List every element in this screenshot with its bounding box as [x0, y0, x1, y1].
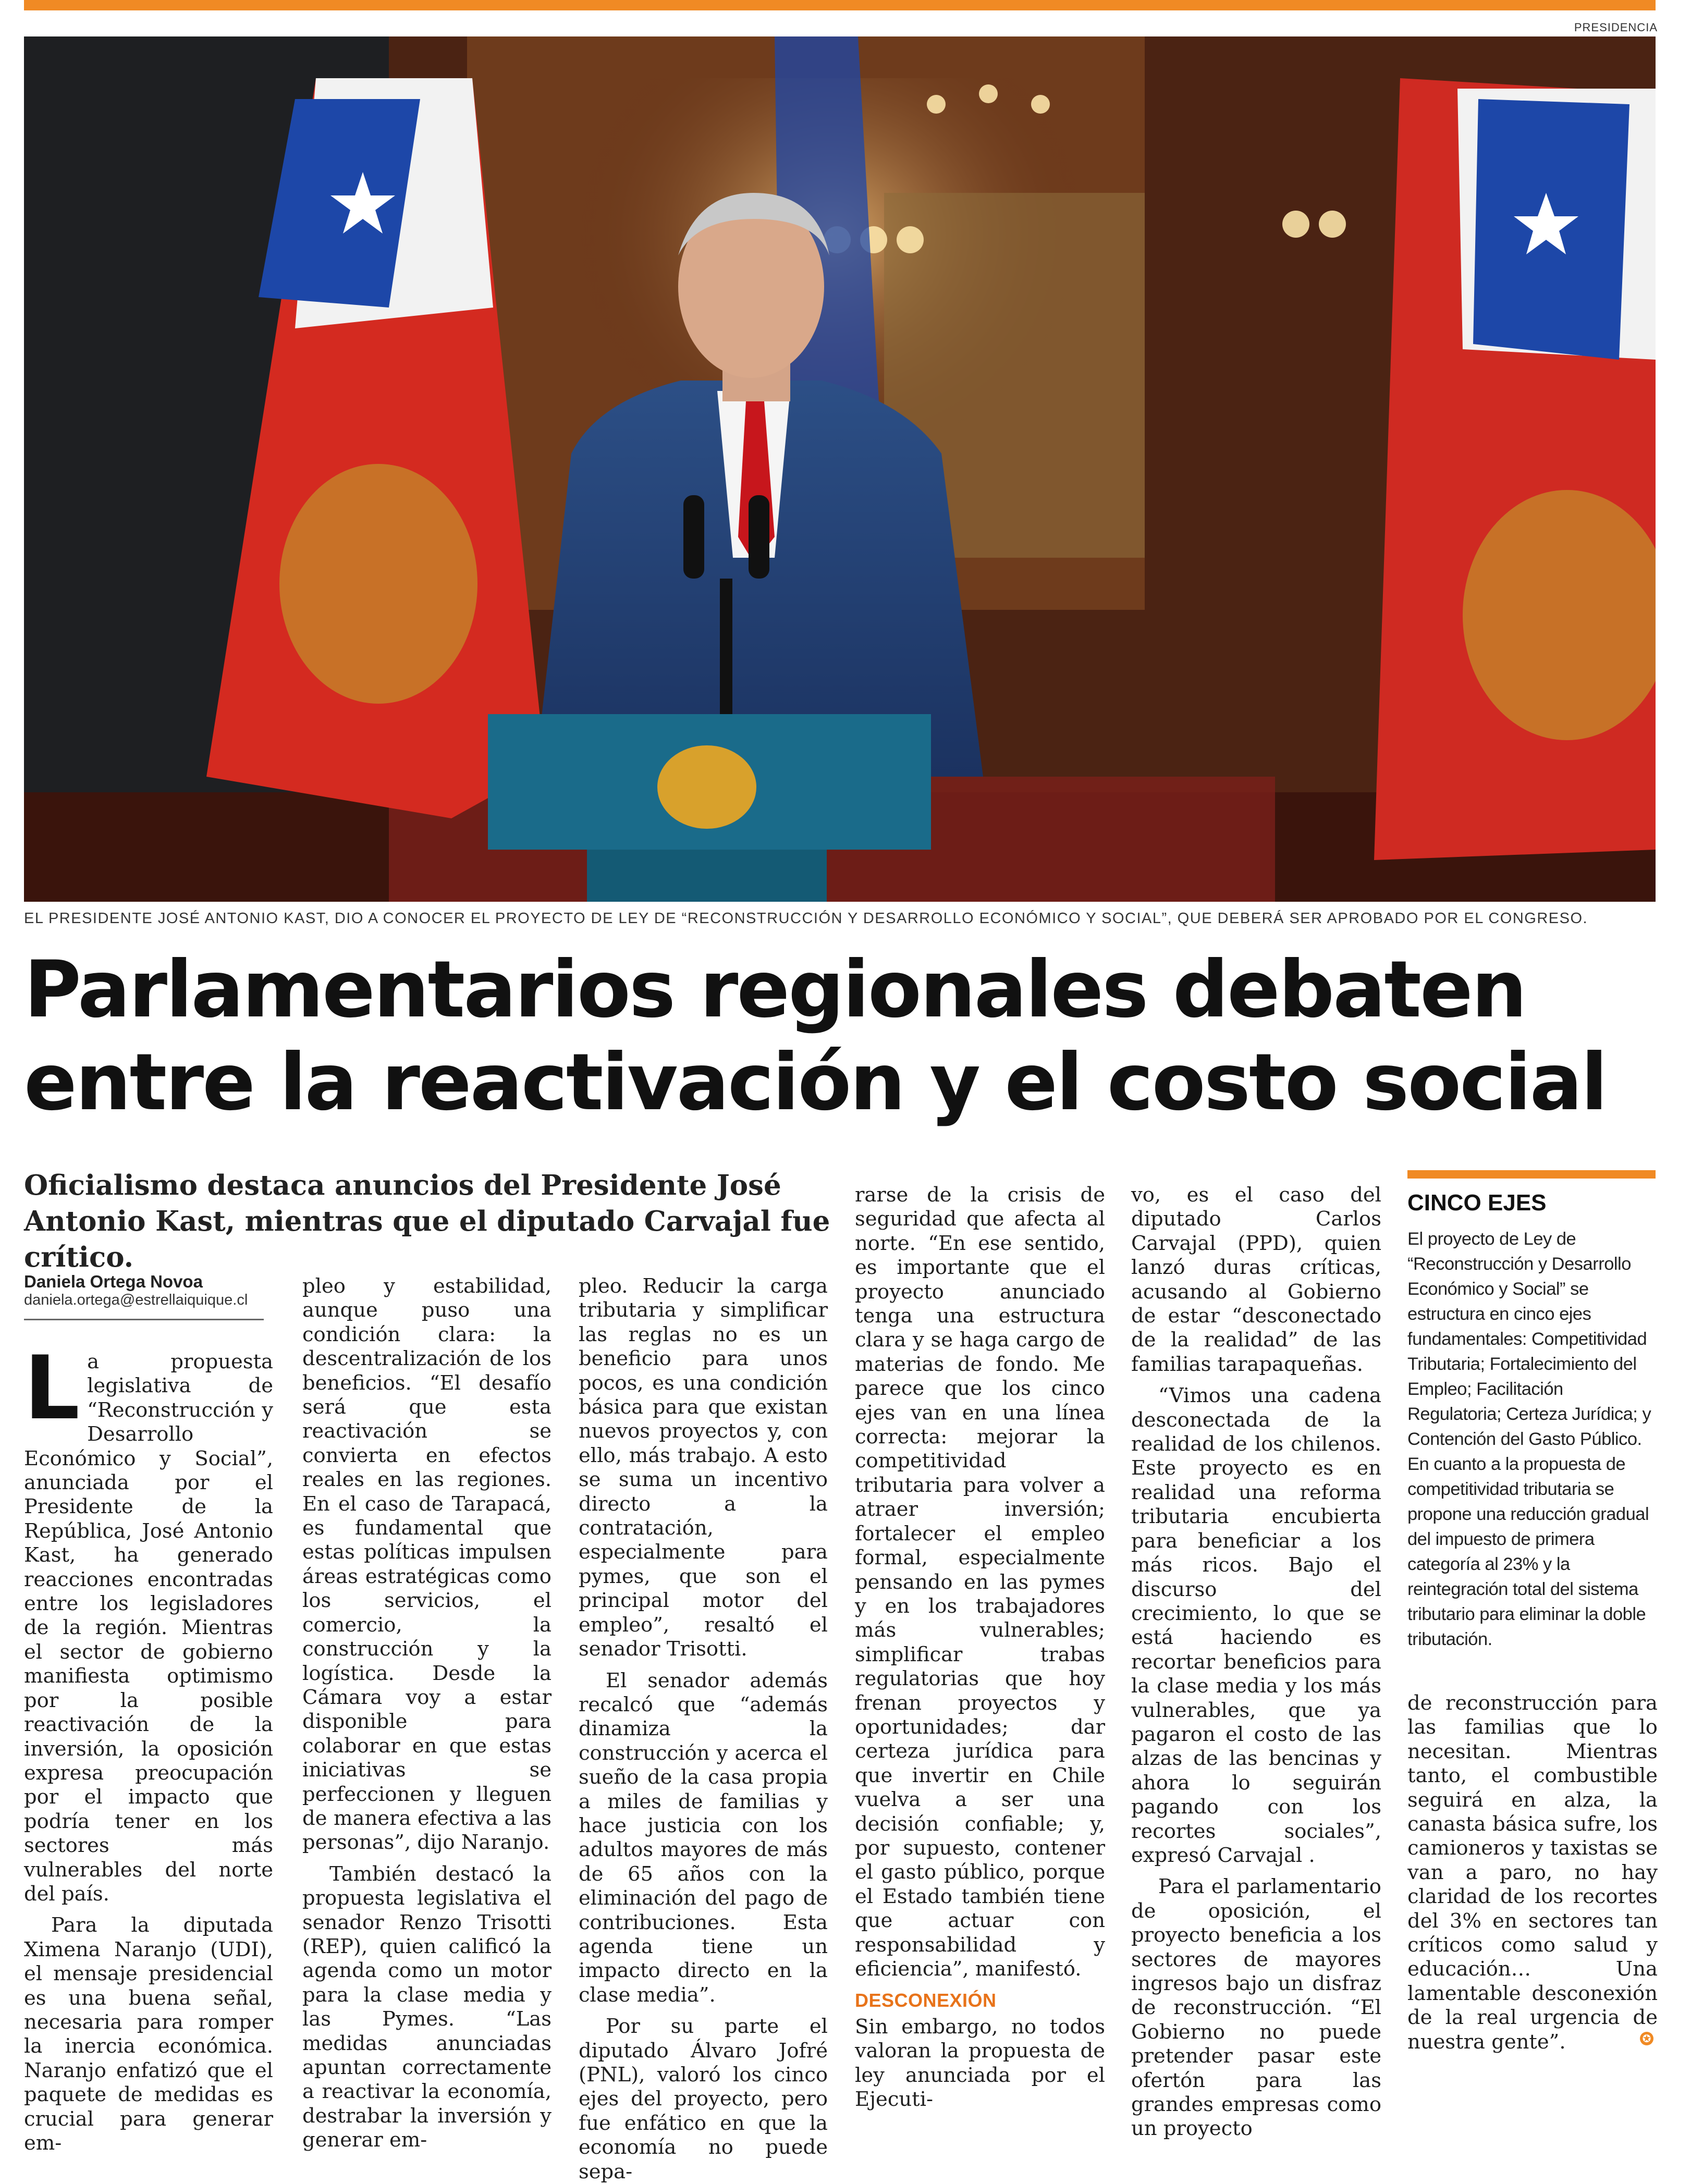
article-paragraph: pleo y estabilidad, aunque puso una condición clara: la descentralización de los beneficios. “El desafío será que esta reactivación se convierta en efectos reales en las regiones. En el caso de Tarapacá, es fundamental que estas políticas impulsen áreas estratégicas como los servicios, el comercio, la construcción y la logística. Desde la Cámara voy a estar disponible para colaborar en que estas iniciativas se perfeccionen y lleguen de manera efectiva a las personas”, dijo Naranjo. — [302, 1274, 552, 1855]
article-column-3 — [579, 1274, 828, 2183]
section-subheading: DESCONEXIÓN — [855, 1990, 997, 2011]
headline — [24, 943, 1666, 1129]
article-column-2 — [302, 1274, 552, 2152]
headline-line-1: Parlamentarios regionales debaten — [24, 944, 1526, 1035]
sidebar-accent-bar — [1407, 1170, 1656, 1179]
sidebar-title: CINCO EJES — [1407, 1190, 1547, 1216]
article-paragraph: pleo. Reducir la carga tributaria y simplificar las reglas no es un beneficio para unos pocos, es una condición básica para que existan nuevos proyectos y, con ello, más trabajo. A esto se suma un incentivo directo a la contratación, especialmente para pymes, que son el principal motor del empleo”, resaltó el senador Trisotti. — [579, 1274, 828, 1661]
drop-cap: L — [24, 1337, 80, 1439]
article-column-5 — [1131, 1183, 1381, 2141]
paragraph-text: a propuesta legislativa de “Reconstrucción y Desarrollo Económico y Social”, anunciada por el Presidente de la República, José Antonio Kast, ha generado reacciones encontradas entre los legisladores de la región. Mientras el sector de gobierno manifiesta optimismo por la posible reactivación de la inversión, la oposición expresa preocupación por el impacto que podría tener en los sectores más vulnerables del norte del país. — [24, 1350, 273, 1906]
article-paragraph: vo, es el caso del diputado Carlos Carvajal (PPD), quien lanzó duras críticas, acusando al Gobierno de estar “desconectado de la realidad” de las familias tarapaqueñas. — [1131, 1183, 1381, 1376]
article-paragraph: Sin embargo, no todos valoran la propuesta de ley anunciada por el Ejecuti- — [855, 2015, 1105, 2112]
author-email: daniela.ortega@estrellaiquique.cl — [24, 1292, 248, 1308]
photo-illustration — [24, 36, 1656, 902]
byline — [24, 1272, 248, 1309]
article-column-4 — [855, 1183, 1105, 2112]
headline-line-2: entre la reactivación y el costo social — [24, 1037, 1607, 1128]
article-paragraph: Por su parte el diputado Álvaro Jofré (PNL), valoró los cinco ejes del proyecto, pero fue enfático en que la economía no puede sepa- — [579, 2015, 828, 2183]
article-column-6 — [1407, 1691, 1658, 2054]
top-accent-bar — [24, 0, 1656, 10]
star-icon: ✪ — [1640, 2032, 1653, 2045]
article-paragraph: Para la diputada Ximena Naranjo (UDI), el mensaje presidencial es una buena señal, necesaria para romper la inercia económica. Naranjo enfatizó que el paquete de medidas es crucial para generar em- — [24, 1913, 273, 2155]
sidebar-text: El proyecto de Ley de “Reconstrucción y Desarrollo Económico y Social” se estructura en cinco ejes fundamentales: Competitividad Tributaria; Fortalecimiento del Empleo; Facilitación Regulatoria; Certeza Jurídica; y Contención del Gasto Público. En cuanto a la propuesta de competitividad tributaria se propone una reducción gradual del impuesto de primera categoría al 23% y la reintegración total del sistema tributario para eliminar la doble tributación. — [1407, 1229, 1651, 1649]
byline-divider — [24, 1319, 264, 1320]
article-paragraph: “Vimos una cadena desconectada de la realidad de los chilenos. Este proyecto es en realidad una reforma tributaria encubierta para beneficiar a los más ricos. Bajo el discurso del crecimiento, lo que se está haciendo es recortar beneficios para la clase media y los más vulnerables, que ya pagaron el costo de las alzas de las bencinas y ahora lo seguirán pagando con los recortes sociales”, expresó Carvajal . — [1131, 1384, 1381, 1867]
photo-caption: EL PRESIDENTE JOSÉ ANTONIO KAST, DIO A CONOCER EL PROYECTO DE LEY DE “RECONSTRUCCIÓN Y DESARROLLO ECONÓMICO Y SOCIAL”, QUE DEBERÁ SER APROBADO POR EL CONGRESO. — [24, 910, 1588, 927]
photo-credit: PRESIDENCIA — [1574, 21, 1658, 34]
article-column-1 — [24, 1337, 273, 2155]
article-paragraph: También destacó la propuesta legislativa el senador Renzo Trisotti (REP), quien calificó la agenda como un motor para la clase media y las Pymes. “Las medidas anunciadas apuntan correctamente a reactivar la economía, destrabar la inversión y generar em- — [302, 1862, 552, 2152]
author-name: Daniela Ortega Novoa — [24, 1272, 203, 1291]
article-paragraph: Para el parlamentario de oposición, el proyecto beneficia a los sectores de mayores ingresos bajo un disfraz de reconstrucción. “El Gobierno no puede pretender pasar este ofertón para las grandes empresas como un proyecto — [1131, 1875, 1381, 2141]
article-paragraph: El senador además recalcó que “además dinamiza la construcción y acerca el sueño de la casa propia a miles de familias y hace justicia con los adultos mayores de más de 65 años con la eliminación del pago de contribuciones. Esta agenda tiene un impacto directo en la clase media”. — [579, 1668, 828, 2007]
sidebar-box — [1407, 1170, 1656, 1649]
press-photo — [24, 36, 1656, 902]
article-paragraph: de reconstrucción para las familias que lo necesitan. Mientras tanto, el combustible seguirá en alza, la canasta básica sufre, los camioneros y taxistas se van a paro, no hay claridad de los recortes del 3% en sectores tan críticos como salud y educación… Una lamentable desconexión de la real urgencia de nuestra gente”. — [1407, 1691, 1658, 2054]
article-paragraph: rarse de la crisis de seguridad que afecta al norte. “En ese sentido, es importante que el proyecto anunciado tenga una estructura clara y se haga cargo de materias de fondo. Me parece que los cinco ejes van en una línea correcta: mejorar la competitividad tributaria para volver a atraer inversión; fortalecer el empleo formal, especialmente pensando en las pymes y en los trabajadores más vulnerables; simplificar trabas regulatorias que hoy frenan proyectos y oportunidades; dar certeza jurídica para que invertir en Chile vuelva a ser una decisión confiable; y, por supuesto, contener el gasto público, porque el Estado también tiene que actuar con responsabilidad y eficiencia”, manifestó. — [855, 1183, 1105, 1981]
subheadline: Oficialismo destaca anuncios del Presidente José Antonio Kast, mientras que el diputado Carvajal fue crítico. — [24, 1169, 830, 1273]
article-paragraph — [24, 1337, 273, 1906]
